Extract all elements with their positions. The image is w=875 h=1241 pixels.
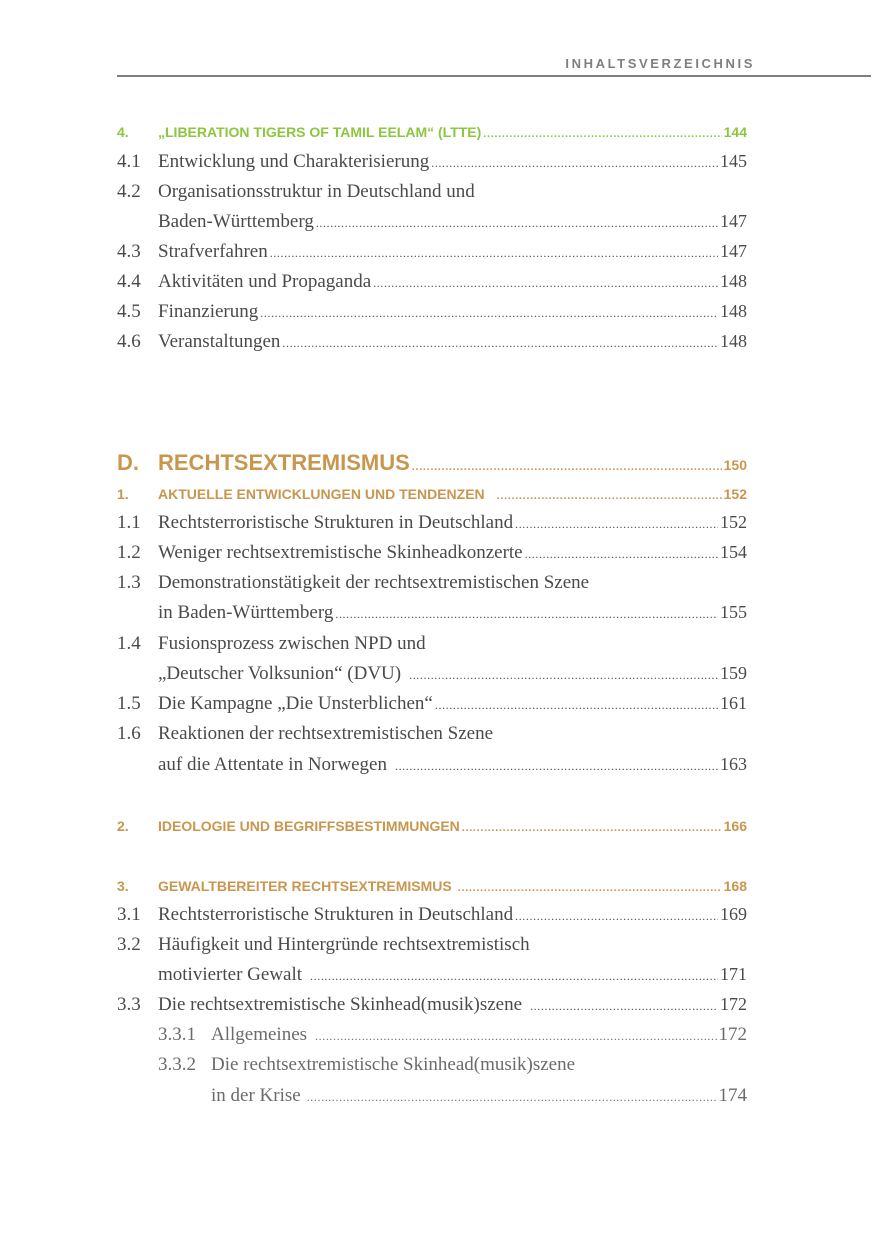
toc-leader [335, 602, 718, 624]
toc-page: 148 [720, 271, 747, 291]
toc-number: 3.2 [117, 934, 141, 955]
toc-page: 174 [718, 1085, 747, 1106]
toc-entry-4-6[interactable] [117, 331, 747, 353]
toc-title: Demonstrationstätigkeit der rechtsextremistischen Szene [158, 572, 590, 593]
toc-leader [310, 964, 718, 986]
toc-page: 147 [720, 241, 747, 261]
toc-leader [435, 693, 718, 715]
toc-leader [260, 301, 718, 323]
toc-entry-d-3[interactable] [117, 878, 747, 894]
toc-entry-4-3[interactable] [117, 241, 747, 263]
toc-leader [316, 211, 718, 233]
toc-title: Aktivitäten und Propaganda [158, 271, 372, 292]
toc-page: 161 [720, 693, 747, 713]
toc-leader [282, 331, 718, 353]
toc-title-continued: auf die Attentate in Norwegen [158, 754, 387, 775]
toc-page: 171 [720, 964, 747, 984]
toc-page: 148 [720, 331, 747, 351]
toc-number: 1. [117, 486, 129, 502]
toc-entry-1-1[interactable] [117, 512, 747, 534]
toc-entry-4[interactable] [117, 124, 747, 140]
toc-title-continued: Baden-Württemberg [158, 211, 314, 232]
toc-leader [395, 754, 718, 776]
toc-number: 1.3 [117, 572, 141, 593]
toc-entry-1-3[interactable] [117, 572, 747, 594]
toc-entry-1-5[interactable] [117, 693, 747, 715]
toc-page: 152 [720, 512, 747, 532]
toc-leader [409, 663, 718, 685]
toc-entry-4-5[interactable] [117, 301, 747, 323]
toc-title: Allgemeines [211, 1024, 308, 1045]
toc-entry-3-3-2[interactable] [117, 1054, 747, 1076]
toc-title: Fusionsprozess zwischen NPD und [158, 633, 426, 654]
toc-title-continued: in der Krise [211, 1085, 301, 1106]
toc-leader [412, 450, 722, 476]
toc-title: Die Kampagne „Die Unsterblichen“ [158, 693, 433, 714]
toc-entry-1-6-cont[interactable] [117, 754, 747, 776]
toc-leader [515, 512, 718, 534]
toc-number: 4. [117, 124, 129, 140]
running-header: INHALTSVERZEICHNIS [565, 56, 755, 71]
toc-page: 166 [723, 818, 747, 834]
toc-page: 148 [720, 301, 747, 321]
toc-entry-d-2[interactable] [117, 818, 747, 834]
toc-leader [530, 994, 718, 1016]
toc-entry-1-2[interactable] [117, 542, 747, 564]
toc-number: D. [117, 450, 139, 475]
toc-entry-3-3-1[interactable] [117, 1024, 747, 1046]
toc-number: 1.5 [117, 693, 141, 714]
toc-page: 145 [720, 151, 747, 171]
toc-page: 152 [723, 486, 747, 502]
toc-title-continued: motivierter Gewalt [158, 964, 303, 985]
toc-leader [315, 1024, 716, 1046]
toc-number: 2. [117, 818, 129, 834]
toc-leader [270, 241, 718, 263]
toc-number: 4.3 [117, 241, 141, 262]
toc-entry-1-3-cont[interactable] [117, 602, 747, 624]
toc-page: 169 [720, 904, 747, 924]
toc-page: 155 [720, 602, 747, 622]
toc-number: 4.5 [117, 301, 141, 322]
toc-title: RECHTSEXTREMISMUS [158, 450, 410, 475]
toc-title: Weniger rechtsextremistische Skinheadkonzerte [158, 542, 523, 563]
toc-number: 4.2 [117, 181, 141, 202]
toc-title-continued: „Deutscher Volksunion“ (DVU) [158, 663, 402, 684]
toc-entry-4-2-cont[interactable] [117, 211, 747, 233]
toc-title: GEWALTBEREITER RECHTSEXTREMISMUS [158, 878, 452, 894]
toc-entry-4-2[interactable] [117, 181, 747, 203]
toc-number: 3.1 [117, 904, 141, 925]
toc-title: Finanzierung [158, 301, 259, 322]
toc-title: Reaktionen der rechtsextremistischen Szene [158, 723, 494, 744]
toc-leader [307, 1085, 717, 1107]
toc-title-continued: in Baden-Württemberg [158, 602, 334, 623]
toc-number: 3.3 [117, 994, 141, 1015]
toc-title: IDEOLOGIE UND BEGRIFFSBESTIMMUNGEN [158, 818, 460, 834]
toc-title: AKTUELLE ENTWICKLUNGEN UND TENDENZEN [158, 486, 485, 502]
toc-title: Häufigkeit und Hintergründe rechtsextremistisch [158, 934, 530, 955]
toc-leader [483, 124, 721, 140]
toc-leader [373, 271, 718, 293]
toc-title: Die rechtsextremistische Skinhead(musik)szene [158, 994, 523, 1015]
toc-page: 159 [720, 663, 747, 683]
toc-page: 150 [723, 457, 747, 473]
toc-number: 3.3.1 [158, 1024, 196, 1045]
toc-page: 163 [720, 754, 747, 774]
toc-number: 1.2 [117, 542, 141, 563]
toc-page: 154 [720, 542, 747, 562]
toc-entry-3-3[interactable] [117, 994, 747, 1016]
toc-entry-3-2-cont[interactable] [117, 964, 747, 986]
toc-title: Rechtsterroristische Strukturen in Deutschland [158, 512, 514, 533]
toc-leader [515, 904, 718, 926]
header-rule [117, 75, 871, 77]
toc-entry-1-6[interactable] [117, 723, 747, 745]
toc-page: 144 [723, 124, 747, 140]
toc-leader [458, 878, 722, 894]
toc-entry-1-4[interactable] [117, 633, 747, 655]
toc-title: „LIBERATION TIGERS OF TAMIL EELAM“ (LTTE) [158, 124, 482, 140]
toc-entry-4-1[interactable] [117, 151, 747, 173]
toc-chapter-d[interactable] [117, 450, 747, 476]
toc-number: 1.1 [117, 512, 141, 533]
toc-number: 1.6 [117, 723, 141, 744]
toc-title: Entwicklung und Charakterisierung [158, 151, 430, 172]
toc-number: 3.3.2 [158, 1054, 196, 1075]
toc-leader [525, 542, 718, 564]
toc-number: 4.4 [117, 271, 141, 292]
toc-entry-3-2[interactable] [117, 934, 747, 956]
toc-title: Veranstaltungen [158, 331, 281, 352]
toc-title: Die rechtsextremistische Skinhead(musik)szene [211, 1054, 576, 1075]
toc-title: Rechtsterroristische Strukturen in Deutschland [158, 904, 514, 925]
toc-entry-3-3-2-cont[interactable] [117, 1085, 747, 1107]
toc-leader [431, 151, 718, 173]
toc-title: Strafverfahren [158, 241, 268, 262]
toc-leader [497, 486, 722, 502]
toc-title: Organisationsstruktur in Deutschland und [158, 181, 475, 202]
toc-page: 172 [720, 994, 747, 1014]
toc-entry-4-4[interactable] [117, 271, 747, 293]
toc-page: 168 [723, 878, 747, 894]
toc-entry-d-1[interactable] [117, 486, 747, 502]
toc-number: 4.6 [117, 331, 141, 352]
toc-entry-1-4-cont[interactable] [117, 663, 747, 685]
toc-number: 3. [117, 878, 129, 894]
toc-leader [462, 818, 722, 834]
toc-number: 1.4 [117, 633, 141, 654]
toc-entry-3-1[interactable] [117, 904, 747, 926]
toc-page: 172 [718, 1024, 747, 1045]
toc-page: 147 [720, 211, 747, 231]
toc-number: 4.1 [117, 151, 141, 172]
